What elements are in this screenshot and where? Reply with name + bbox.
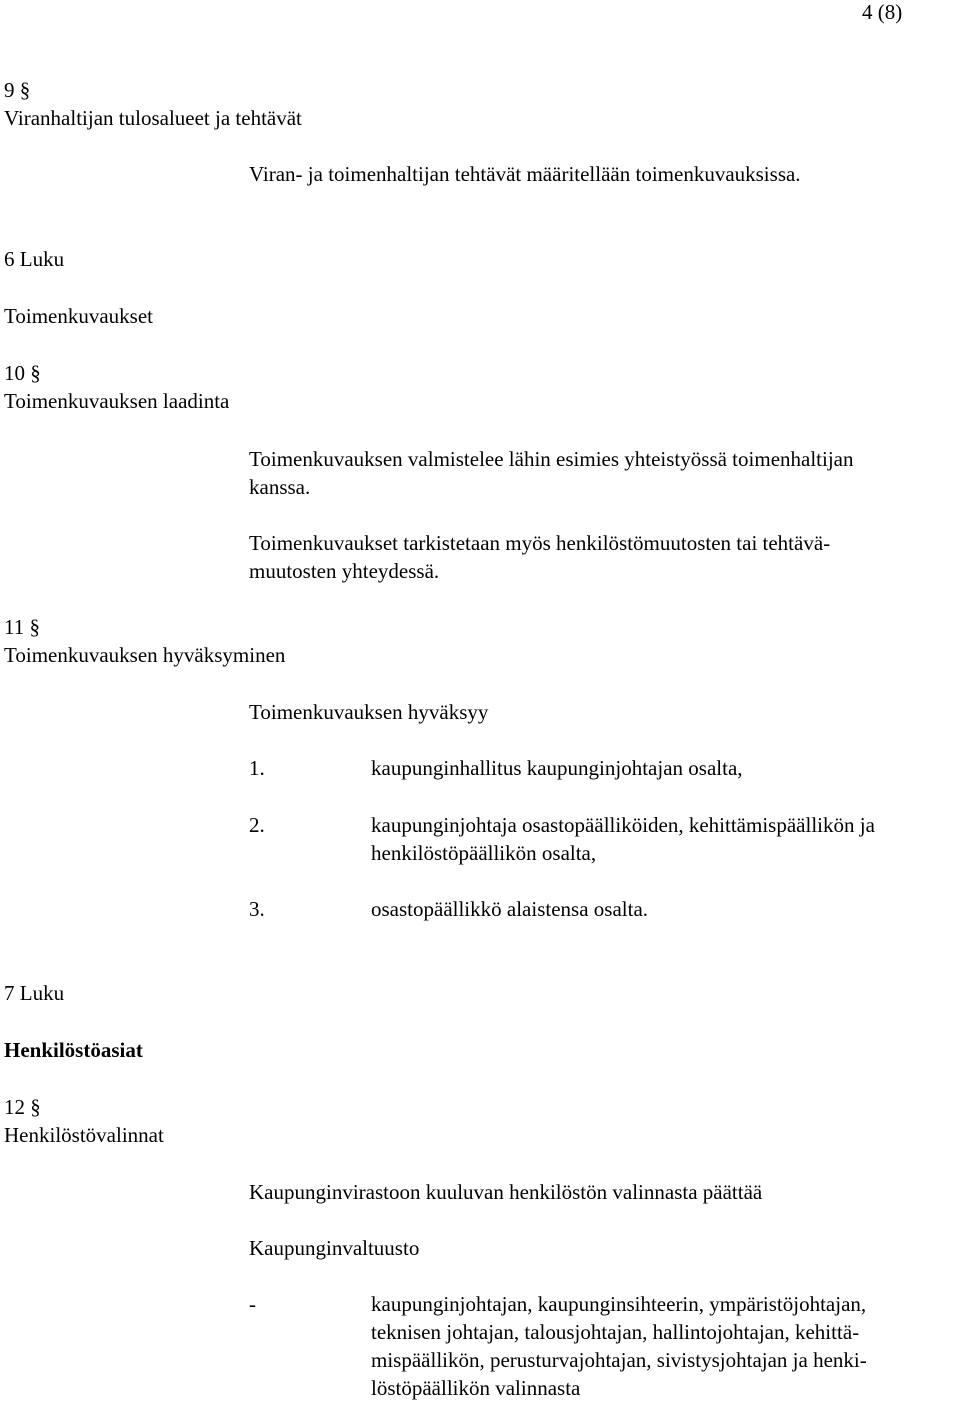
section-9-number: 9 § [4, 78, 31, 102]
section-12-intro: Kaupunginvirastoon kuuluvan henkilöstön valinnasta päättää [249, 1180, 763, 1204]
section-12-subheading: Kaupunginvaltuusto [249, 1236, 420, 1260]
section-11-intro: Toimenkuvauksen hyväksyy [249, 700, 489, 724]
chapter-7-label: 7 Luku [4, 981, 65, 1005]
section-10-number: 10 § [4, 361, 41, 385]
chapter-6-label: 6 Luku [4, 247, 65, 271]
section-9-heading: Viranhaltijan tulosalueet ja tehtävät [4, 106, 302, 130]
list-dash: - [249, 1292, 256, 1316]
section-10-para2-line1: Toimenkuvaukset tarkistetaan myös henkilöstömuutosten tai tehtävä- [249, 531, 831, 555]
appointment-list-line: teknisen johtajan, talousjohtajan, hallintojohtajan, kehittä- [371, 1320, 860, 1344]
chapter-6-title: Toimenkuvaukset [4, 304, 153, 328]
list-item-text: osastopäällikkö alaistensa osalta. [371, 897, 649, 921]
list-item-text: kaupunginhallitus kaupunginjohtajan osalta, [371, 756, 743, 780]
list-item-number: 3. [249, 897, 265, 921]
appointment-list-line: kaupunginjohtajan, kaupunginsihteerin, ympäristöjohtajan, [371, 1292, 867, 1316]
chapter-7-title: Henkilöstöasiat [4, 1038, 143, 1062]
section-9-text: Viran- ja toimenhaltijan tehtävät määritellään toimenkuvauksissa. [249, 162, 801, 186]
list-item-text: kaupunginjohtaja osastopäälliköiden, kehittämispäällikön ja [371, 813, 875, 837]
section-12-heading: Henkilöstövalinnat [4, 1123, 164, 1147]
section-11-heading: Toimenkuvauksen hyväksyminen [4, 643, 286, 667]
section-12-number: 12 § [4, 1095, 41, 1119]
section-10-para1-line1: Toimenkuvauksen valmistelee lähin esimies yhteistyössä toimenhaltijan [249, 447, 854, 471]
section-10-heading: Toimenkuvauksen laadinta [4, 389, 230, 413]
section-10-para1-line2: kanssa. [249, 475, 311, 499]
list-item-text-continued: henkilöstöpäällikön osalta, [371, 841, 597, 865]
section-10-para2-line2: muutosten yhteydessä. [249, 559, 440, 583]
appointment-list-line: mispäällikön, perusturvajohtajan, sivistysjohtajan ja henki- [371, 1348, 867, 1372]
section-11-number: 11 § [4, 615, 40, 639]
appointment-list-line: löstöpäällikön valinnasta [371, 1376, 581, 1400]
list-item-number: 1. [249, 756, 265, 780]
list-item-number: 2. [249, 813, 265, 837]
page-number: 4 (8) [862, 0, 903, 24]
